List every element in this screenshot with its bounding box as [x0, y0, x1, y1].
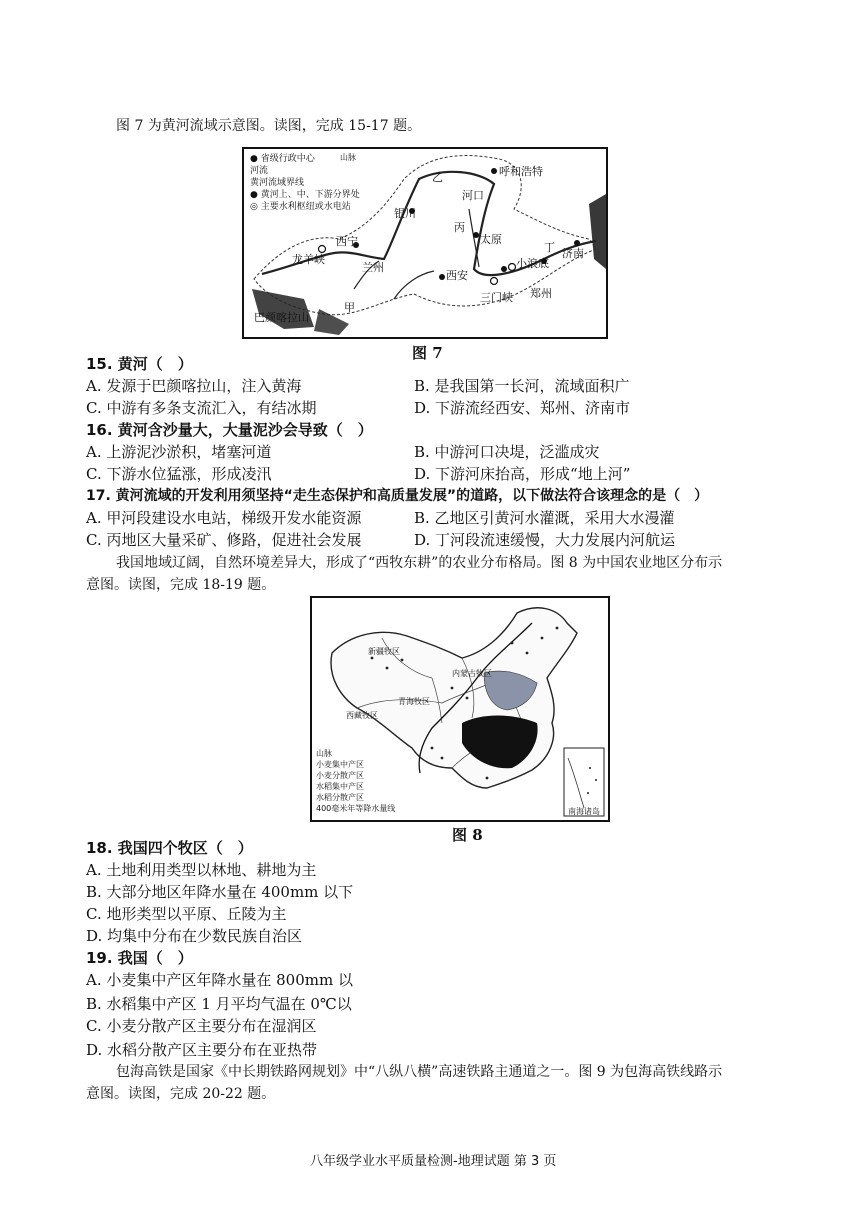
label-hohhot: 呼和浩特: [499, 165, 543, 178]
legend-item: 黄河流域界线: [250, 178, 305, 188]
q18-option-b: B. 大部分地区年降水量在 400mm 以下: [86, 883, 354, 901]
q19-stem: 19. 我国（ ）: [86, 949, 193, 967]
fig7-legend: [250, 153, 410, 213]
intro-fig8-line1: 我国地域辽阔，自然环境差异大，形成了“西牧东耕”的农业分布格局。图 8 为中国农业地区分布示: [116, 555, 723, 571]
label-ding: 丁: [544, 241, 555, 254]
intro-fig9-line1: 包海高铁是国家《中长期铁路网规划》中“八纵八横”高速铁路主通道之一。图 9 为包海高铁线路示: [116, 1064, 723, 1080]
dam-sanmenxia-icon: [491, 278, 498, 285]
label-yi: 乙: [432, 171, 443, 184]
label-xinjiang-pasture: 新疆牧区: [368, 647, 400, 656]
fig8-legend: [316, 748, 395, 814]
label-neimeng-pasture: 内蒙古牧区: [452, 669, 492, 678]
label-xian: 西安: [446, 269, 468, 282]
q16-option-d: D. 下游河床抬高，形成“地上河”: [414, 465, 631, 483]
legend-item: 水稻集中产区: [316, 782, 364, 791]
tributary-weihe: [394, 271, 434, 299]
q16-stem: 16. 黄河含沙量大，大量泥沙会导致（ ）: [86, 421, 373, 439]
page-footer: 八年级学业水平质量检测-地理试题 第 3 页: [310, 1154, 557, 1169]
label-zhengzhou: 郑州: [530, 287, 552, 300]
fig7-caption: 图 7: [412, 344, 443, 362]
legend-item: 小麦分散产区: [316, 771, 364, 780]
legend-item: 水稻分散产区: [316, 793, 364, 802]
label-yinchuan: 银川: [394, 207, 416, 220]
q15-stem: 15. 黄河（ ）: [86, 355, 193, 373]
legend-item: ● 省级行政中心: [250, 154, 315, 164]
q17-option-a: A. 甲河段建设水电站，梯级开发水能资源: [86, 509, 362, 527]
q16-option-c: C. 下游水位猛涨，形成凌汛: [86, 465, 272, 483]
q16-option-b: B. 中游河口决堤，泛滥成灾: [414, 443, 600, 461]
label-xiaolangdi: 小浪底: [516, 257, 549, 270]
q18-option-d: D. 均集中分布在少数民族自治区: [86, 927, 303, 945]
dam-xiaolangdi-icon: [509, 264, 516, 271]
q19-option-b: B. 水稻集中产区 1 月平均气温在 0℃以: [86, 995, 352, 1013]
legend-item: 山脉: [316, 749, 332, 758]
q19-option-a: A. 小麦集中产区年降水量在 800mm 以: [86, 971, 353, 989]
tributary-fenhe: [469, 209, 479, 267]
label-qinghai-pasture: 青海牧区: [398, 697, 430, 706]
q15-option-a: A. 发源于巴颜喀拉山，注入黄海: [86, 377, 302, 395]
label-sanmenxia: 三门峡: [480, 291, 513, 304]
q15-option-c: C. 中游有多条支流汇入，有结冰期: [86, 399, 317, 417]
q19-option-d: D. 水稻分散产区主要分布在亚热带: [86, 1041, 318, 1059]
intro-fig9-line2: 意图。读图，完成 20-22 题。: [86, 1086, 276, 1102]
intro-fig7: 图 7 为黄河流域示意图。读图，完成 15-17 题。: [116, 118, 422, 134]
q17-stem: 17. 黄河流域的开发利用须坚持“走生态保护和高质量发展”的道路，以下做法符合该理念的是（ ）: [86, 488, 709, 504]
fig8-caption: 图 8: [452, 826, 483, 844]
legend-item: 400毫米年等降水量线: [316, 804, 396, 813]
label-bing: 丙: [454, 221, 465, 234]
legend-item: ◎ 主要水利枢纽或水电站: [250, 202, 351, 212]
legend-item: ● 黄河上、中、下游分界处: [250, 190, 360, 200]
intro-fig8-line2: 意图。读图，完成 18-19 题。: [86, 577, 276, 593]
yellow-river-map: [242, 147, 608, 339]
label-jinan: 济南: [562, 247, 584, 260]
q19-option-c: C. 小麦分散产区主要分布在湿润区: [86, 1017, 317, 1035]
legend-item: 小麦集中产区: [316, 760, 364, 769]
q18-option-a: A. 土地利用类型以林地、耕地为主: [86, 861, 317, 879]
label-xizang-pasture: 西藏牧区: [346, 711, 378, 720]
label-bayankala: 巴颜喀拉山: [254, 311, 309, 324]
legend-item: 山脉: [340, 153, 356, 162]
q16-option-a: A. 上游泥沙淤积，堵塞河道: [86, 443, 272, 461]
q17-option-d: D. 丁河段流速缓慢，大力发展内河航运: [414, 531, 676, 549]
label-xining: 西宁: [336, 235, 358, 248]
label-taiyuan: 太原: [480, 233, 502, 246]
label-south-china-sea: 南海诸岛: [568, 807, 600, 816]
q17-option-c: C. 丙地区大量采矿、修路，促进社会发展: [86, 531, 362, 549]
q15-option-d: D. 下游流经西安、郑州、济南市: [414, 399, 631, 417]
label-hekou: 河口: [462, 189, 484, 202]
q18-stem: 18. 我国四个牧区（ ）: [86, 839, 253, 857]
china-agriculture-map: [310, 596, 610, 822]
q18-option-c: C. 地形类型以平原、丘陵为主: [86, 905, 287, 923]
label-lanzhou: 兰州: [362, 261, 384, 274]
legend-item: 河流: [250, 166, 269, 176]
label-jia: 甲: [344, 301, 355, 314]
label-longyangxia: 龙羊峡: [292, 253, 325, 266]
q15-option-b: B. 是我国第一长河，流域面积广: [414, 377, 630, 395]
q17-option-b: B. 乙地区引黄河水灌溉，采用大水漫灌: [414, 509, 675, 527]
